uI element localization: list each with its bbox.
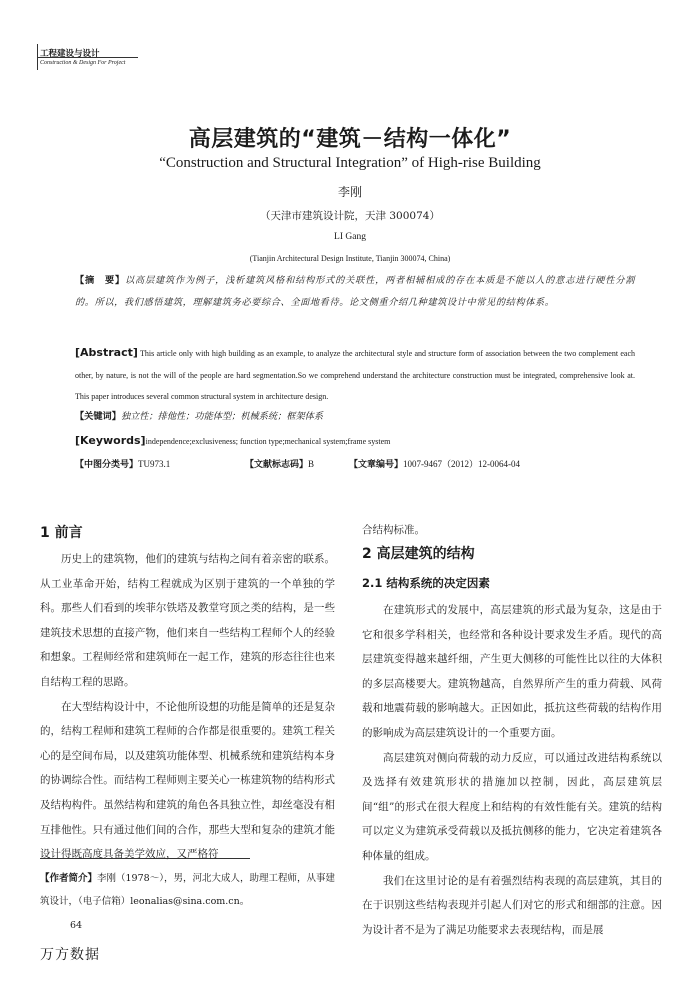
author-bio-footnote [40,867,340,913]
abstract-label-en: [Abstract] [75,346,138,359]
article-number-label: 【文章编号】 [349,460,404,470]
section-2-1-heading: 2.1 结构系统的决定因素 [362,576,490,590]
footnote-text: 李刚（1978～），男，河北大成人，助理工程师，从事建筑设计，（电子信箱）leonalias@sina.com.cn。 [40,873,335,907]
footnote-rule [40,858,250,859]
watermark: 万方数据 [40,947,100,963]
section-2-heading: 2 高层建筑的结构 [362,546,475,562]
doc-code-value: B [308,459,315,469]
section-2-1-paragraph-1: 在建筑形式的发展中，高层建筑的形式最为复杂，这是由于它和很多学科相关，也经常和各种设计要求发生矛盾。现代的高层建筑变得越来越纤细，产生更大侧移的可能性比以往的大体积的多层高楼要大。建筑物越高，自然界所产生的重力荷载、风荷载和地震荷载的影响越大。正因如此，抵抗这些荷载的结构作用的影响成为高层建筑设计的一个重要方面。 [362,604,662,739]
clc-label: 【中图分类号】 [75,460,139,470]
clc-number [75,457,170,470]
section-1-paragraph-1: 历史上的建筑物，他们的建筑与结构之间有着亲密的联系。从工业革命开始，结构工程就成为区别于建筑的一个单独的学科。那些人们看到的埃菲尔铁塔及教堂穹顶之类的结构，是一些建筑技术思想的直接产物，他们来自一些结构工程师个人的经验和想象。工程师经常和建筑师在一起工作，建筑的形态往往也来自结构工程的思路。 [40,553,335,688]
clc-value: TU973.1 [138,459,171,469]
abstract-label-cn: 【摘 要】 [75,275,126,286]
author-name-en: LI Gang [334,232,366,242]
keywords-en [75,430,635,453]
keywords-label-en: [Keywords] [75,434,146,447]
section-2-1-paragraph-3: 我们在这里讨论的是有着强烈结构表现的高层建筑，其目的在于识别这些结构表现并引起人们对它的形式和细部的注意。因为设计者不是为了满足功能要求去表现结构，而是展 [362,874,662,936]
keywords-label-cn: 【关键词】 [75,411,121,422]
document-code [245,457,314,470]
page-number: 64 [70,920,83,931]
keywords-text-en: independence;exclusiveness; function type;mechanical system;frame system [145,437,391,446]
abstract-text-en: This article only with high building as an example, to analyze the architectural style and structure form of association between the two complement each other, by nature, is not the will of the people are hard segmentation.So we comprehend understand the architecture construction must be integrated, comprehensive look at. This paper introduces several common structural system in architecture design. [75,349,636,401]
section-1-paragraph-2-continued: 合结构标准。 [362,524,425,536]
author-affiliation-en: (Tianjin Architectural Design Institute, Tianjin 300074, China) [249,254,451,263]
abstract-en [75,342,635,408]
paper-title-en: “Construction and Structural Integration” of High-rise Building [159,155,541,171]
journal-name-en: Construction & Design For Project [40,60,126,66]
article-number-value: 1007-9467（2012）12-0064-04 [403,459,521,469]
paper-title-cn: 高层建筑的“建筑－结构一体化” [188,127,512,152]
header-rule [38,57,138,58]
right-column [362,518,662,543]
section-2-1-body [362,598,662,942]
author-affiliation-cn: （天津市建筑设计院，天津 300074） [260,210,440,222]
section-1-paragraph-2: 在大型结构设计中，不论他所设想的功能是简单的还是复杂的，结构工程师和建筑工程师的合作都是很重要的。建筑工程关心的是空间布局，以及建筑功能体型、机械系统和建筑结构本身的协调综合性。而结构工程师则主要关心一栋建筑物的结构形式及结构构件。虽然结构和建筑的角色各具独立性，却丝毫没有相互排他性。只有通过他们间的合作，那些大型和复杂的建筑才能设计得既高度具备美学效应，又严格符 [40,700,335,861]
left-column [40,547,335,867]
doc-code-label: 【文献标志码】 [245,460,309,470]
abstract-cn [75,270,635,314]
section-2-1-paragraph-2: 高层建筑对侧向荷载的动力反应，可以通过改进结构系统以及选择有效建筑形状的措施加以控制，因此，高层建筑层间“组”的形式在很大程度上和结构的有效性能有关。建筑的结构可以定义为建筑承受荷载以及抵抗侧移的能力，它决定着建筑各种体量的组成。 [362,751,662,862]
footnote-label: 【作者简介】 [40,873,98,884]
journal-name-cn: 工程建设与设计 [40,49,100,59]
keywords-cn [75,406,635,428]
author-name-cn: 李刚 [337,185,362,199]
keywords-text-cn: 独立性；排他性；功能体型；机械系统；框架体系 [120,411,324,422]
article-number [349,457,520,470]
section-1-heading: 1 前言 [40,525,83,541]
abstract-text-cn: 以高层建筑作为例子，浅析建筑风格和结构形式的关联性，两者相辅相成的存在本质是不能以人的意志进行硬性分割的。所以，我们感悟建筑，理解建筑务必要综合、全面地看待。论文侧重介绍几种建筑设计中常见的结构体系。 [75,275,636,308]
